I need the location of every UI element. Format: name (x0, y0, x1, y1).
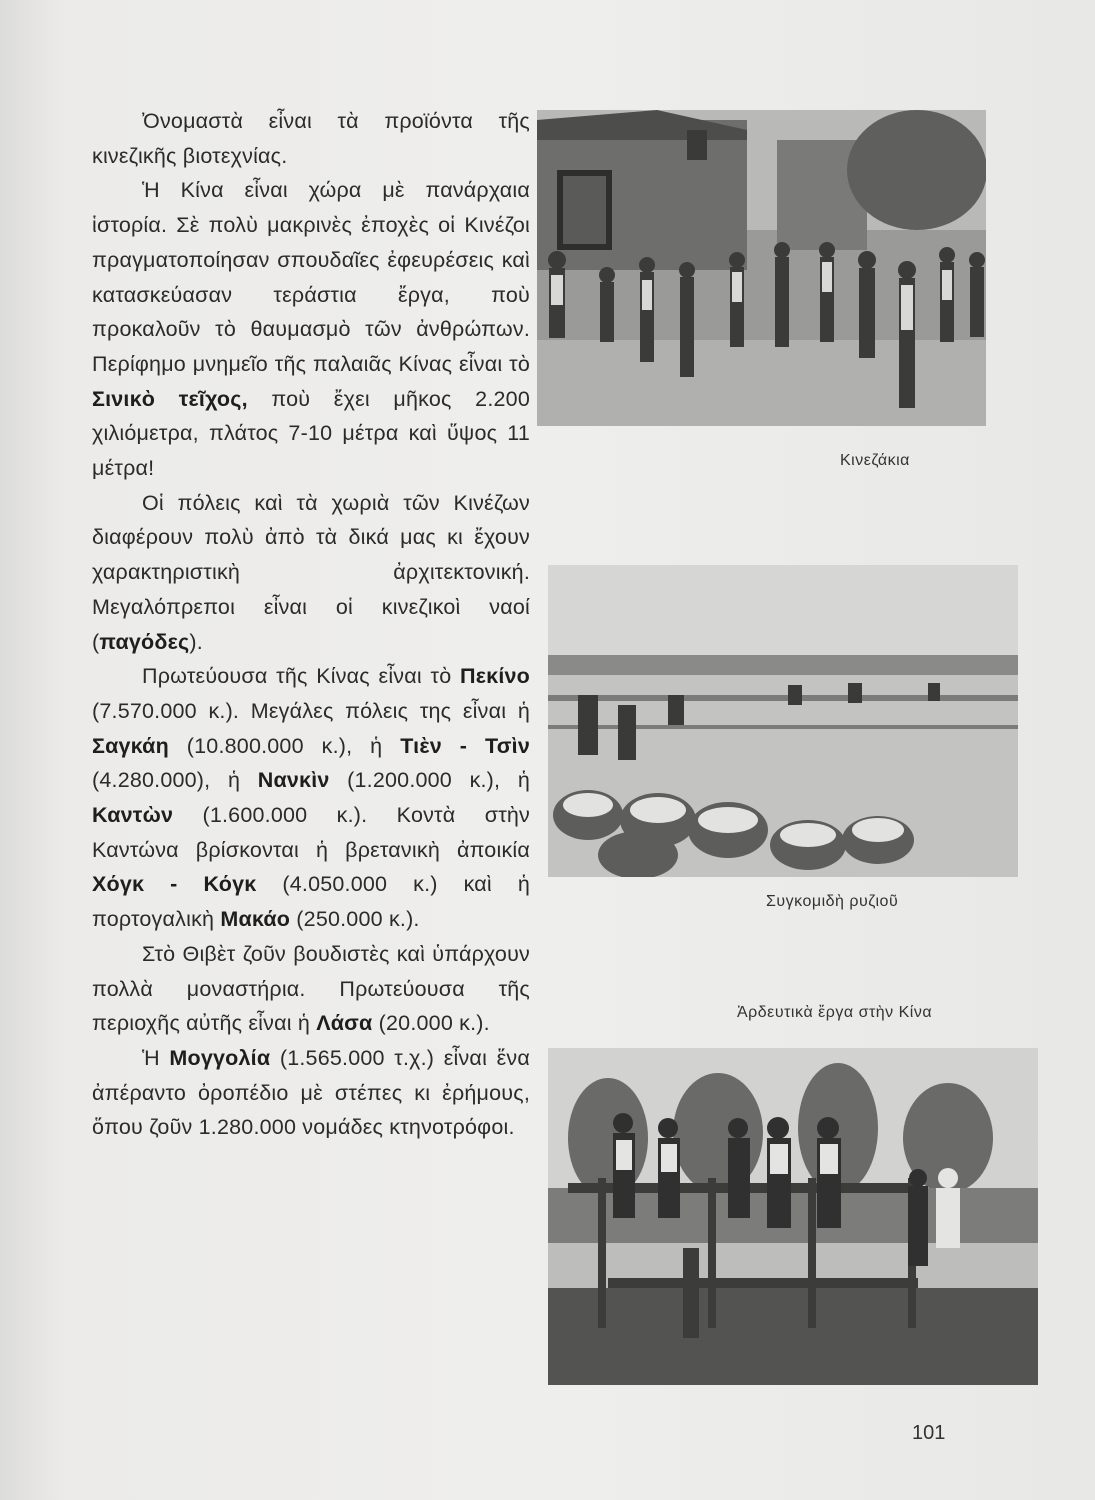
photo-children (537, 110, 986, 426)
bold-term: Σαγκάη (92, 733, 169, 758)
caption-rice-harvest: Συγκομιδὴ ρυζιοῦ (766, 893, 899, 910)
text-run: (1.200.000 κ.), ἡ (329, 768, 530, 793)
text-run: (10.800.000 κ.), ἡ (168, 733, 401, 758)
bold-term: Νανκὶν (257, 768, 330, 793)
text-run: Ἡ Κίνα εἶναι χώρα μὲ πανάρχαια ἱστορία. Σὲ πολὺ μακρινὲς ἐποχὲς οἱ Κινέζοι πραγματοποίησαν σπουδαῖες ἐφευρέσεις καὶ κατασκεύασαν τεράστια ἔργα, ποὺ προκαλοῦν τὸ θαυμασμὸ τῶν ἀνθρώπων. Περίφημο μνημεῖο τῆς παλαιᾶς Κίνας εἶναι τὸ (92, 178, 530, 376)
paragraph (92, 486, 530, 660)
text-run: ). (189, 629, 203, 654)
text-run: (7.570.000 κ.). Μεγάλες πόλεις της εἶναι ἡ (92, 698, 530, 723)
body-text-column (92, 104, 530, 1145)
bold-term: Μογγολία (169, 1045, 271, 1070)
photo-rice-harvest (548, 565, 1018, 877)
text-run: Οἱ πόλεις καὶ τὰ χωριὰ τῶν Κινέζων διαφέρουν πολὺ ἀπὸ τὰ δικά μας κι ἔχουν χαρακτηριστικὴ ἀρχιτεκτονική. Μεγαλόπρεποι εἶναι οἱ κινεζικοὶ ναοί ( (92, 490, 530, 654)
text-run: (4.050.000 κ.) καὶ ἡ πορτογαλικὴ (92, 872, 531, 932)
bold-term: Λάσα (316, 1011, 373, 1036)
paragraph (92, 659, 530, 937)
text-run: ποὺ ἔχει μῆκος 2.200 χιλιόμετρα, πλάτος 7-10 μέτρα καὶ ὕψος 11 μέτρα! (92, 386, 530, 481)
bold-term: Τιὲν - Τσὶν (400, 733, 530, 758)
caption-children: Κινεζάκια (840, 452, 910, 469)
text-run: Ἡ (142, 1045, 170, 1070)
text-run: (250.000 κ.). (290, 907, 420, 932)
paragraph (92, 937, 530, 1041)
text-run: (20.000 κ.). (372, 1011, 490, 1036)
bold-term: Μακάο (220, 907, 291, 932)
paragraph (92, 1041, 530, 1145)
text-run: Στὸ Θιβὲτ ζοῦν βουδιστὲς καὶ ὑπάρχουν πολλὰ μοναστήρια. Πρωτεύουσα τῆς περιοχῆς αὐτῆς εἶναι ἡ (92, 941, 530, 1036)
caption-irrigation: Ἀρδευτικὰ ἔργα στὴν Κίνα (737, 1004, 933, 1021)
bold-term: Καντὼν (92, 803, 174, 828)
paragraph (92, 173, 530, 485)
text-run: Πρωτεύουσα τῆς Κίνας εἶναι τὸ (142, 664, 461, 689)
text-run: Ὀνομαστὰ εἶναι τὰ προϊόντα τῆς κινεζικῆς βιοτεχνίας. (92, 109, 530, 168)
bold-term: Χόγκ - Κόγκ (92, 872, 257, 897)
bold-term: Σινικὸ τεῖχος, (92, 386, 248, 411)
text-run: (1.565.000 τ.χ.) εἶναι ἕνα ἀπέραντο ὀροπέδιο μὲ στέπες κι ἐρήμους, ὅπου ζοῦν 1.280.000 νομάδες κτηνοτρόφοι. (92, 1045, 530, 1140)
bold-term: παγόδες (99, 629, 190, 654)
text-run: (4.280.000), ἡ (92, 768, 258, 793)
paragraph (92, 104, 530, 173)
bold-term: Πεκίνο (460, 664, 530, 689)
text-run: (1.600.000 κ.). Κοντὰ στὴν Καντώνα βρίσκονται ἡ βρετανικὴ ἀποικία (92, 803, 530, 862)
photo-irrigation-works (548, 1048, 1038, 1385)
page-number: 101 (912, 1422, 946, 1444)
